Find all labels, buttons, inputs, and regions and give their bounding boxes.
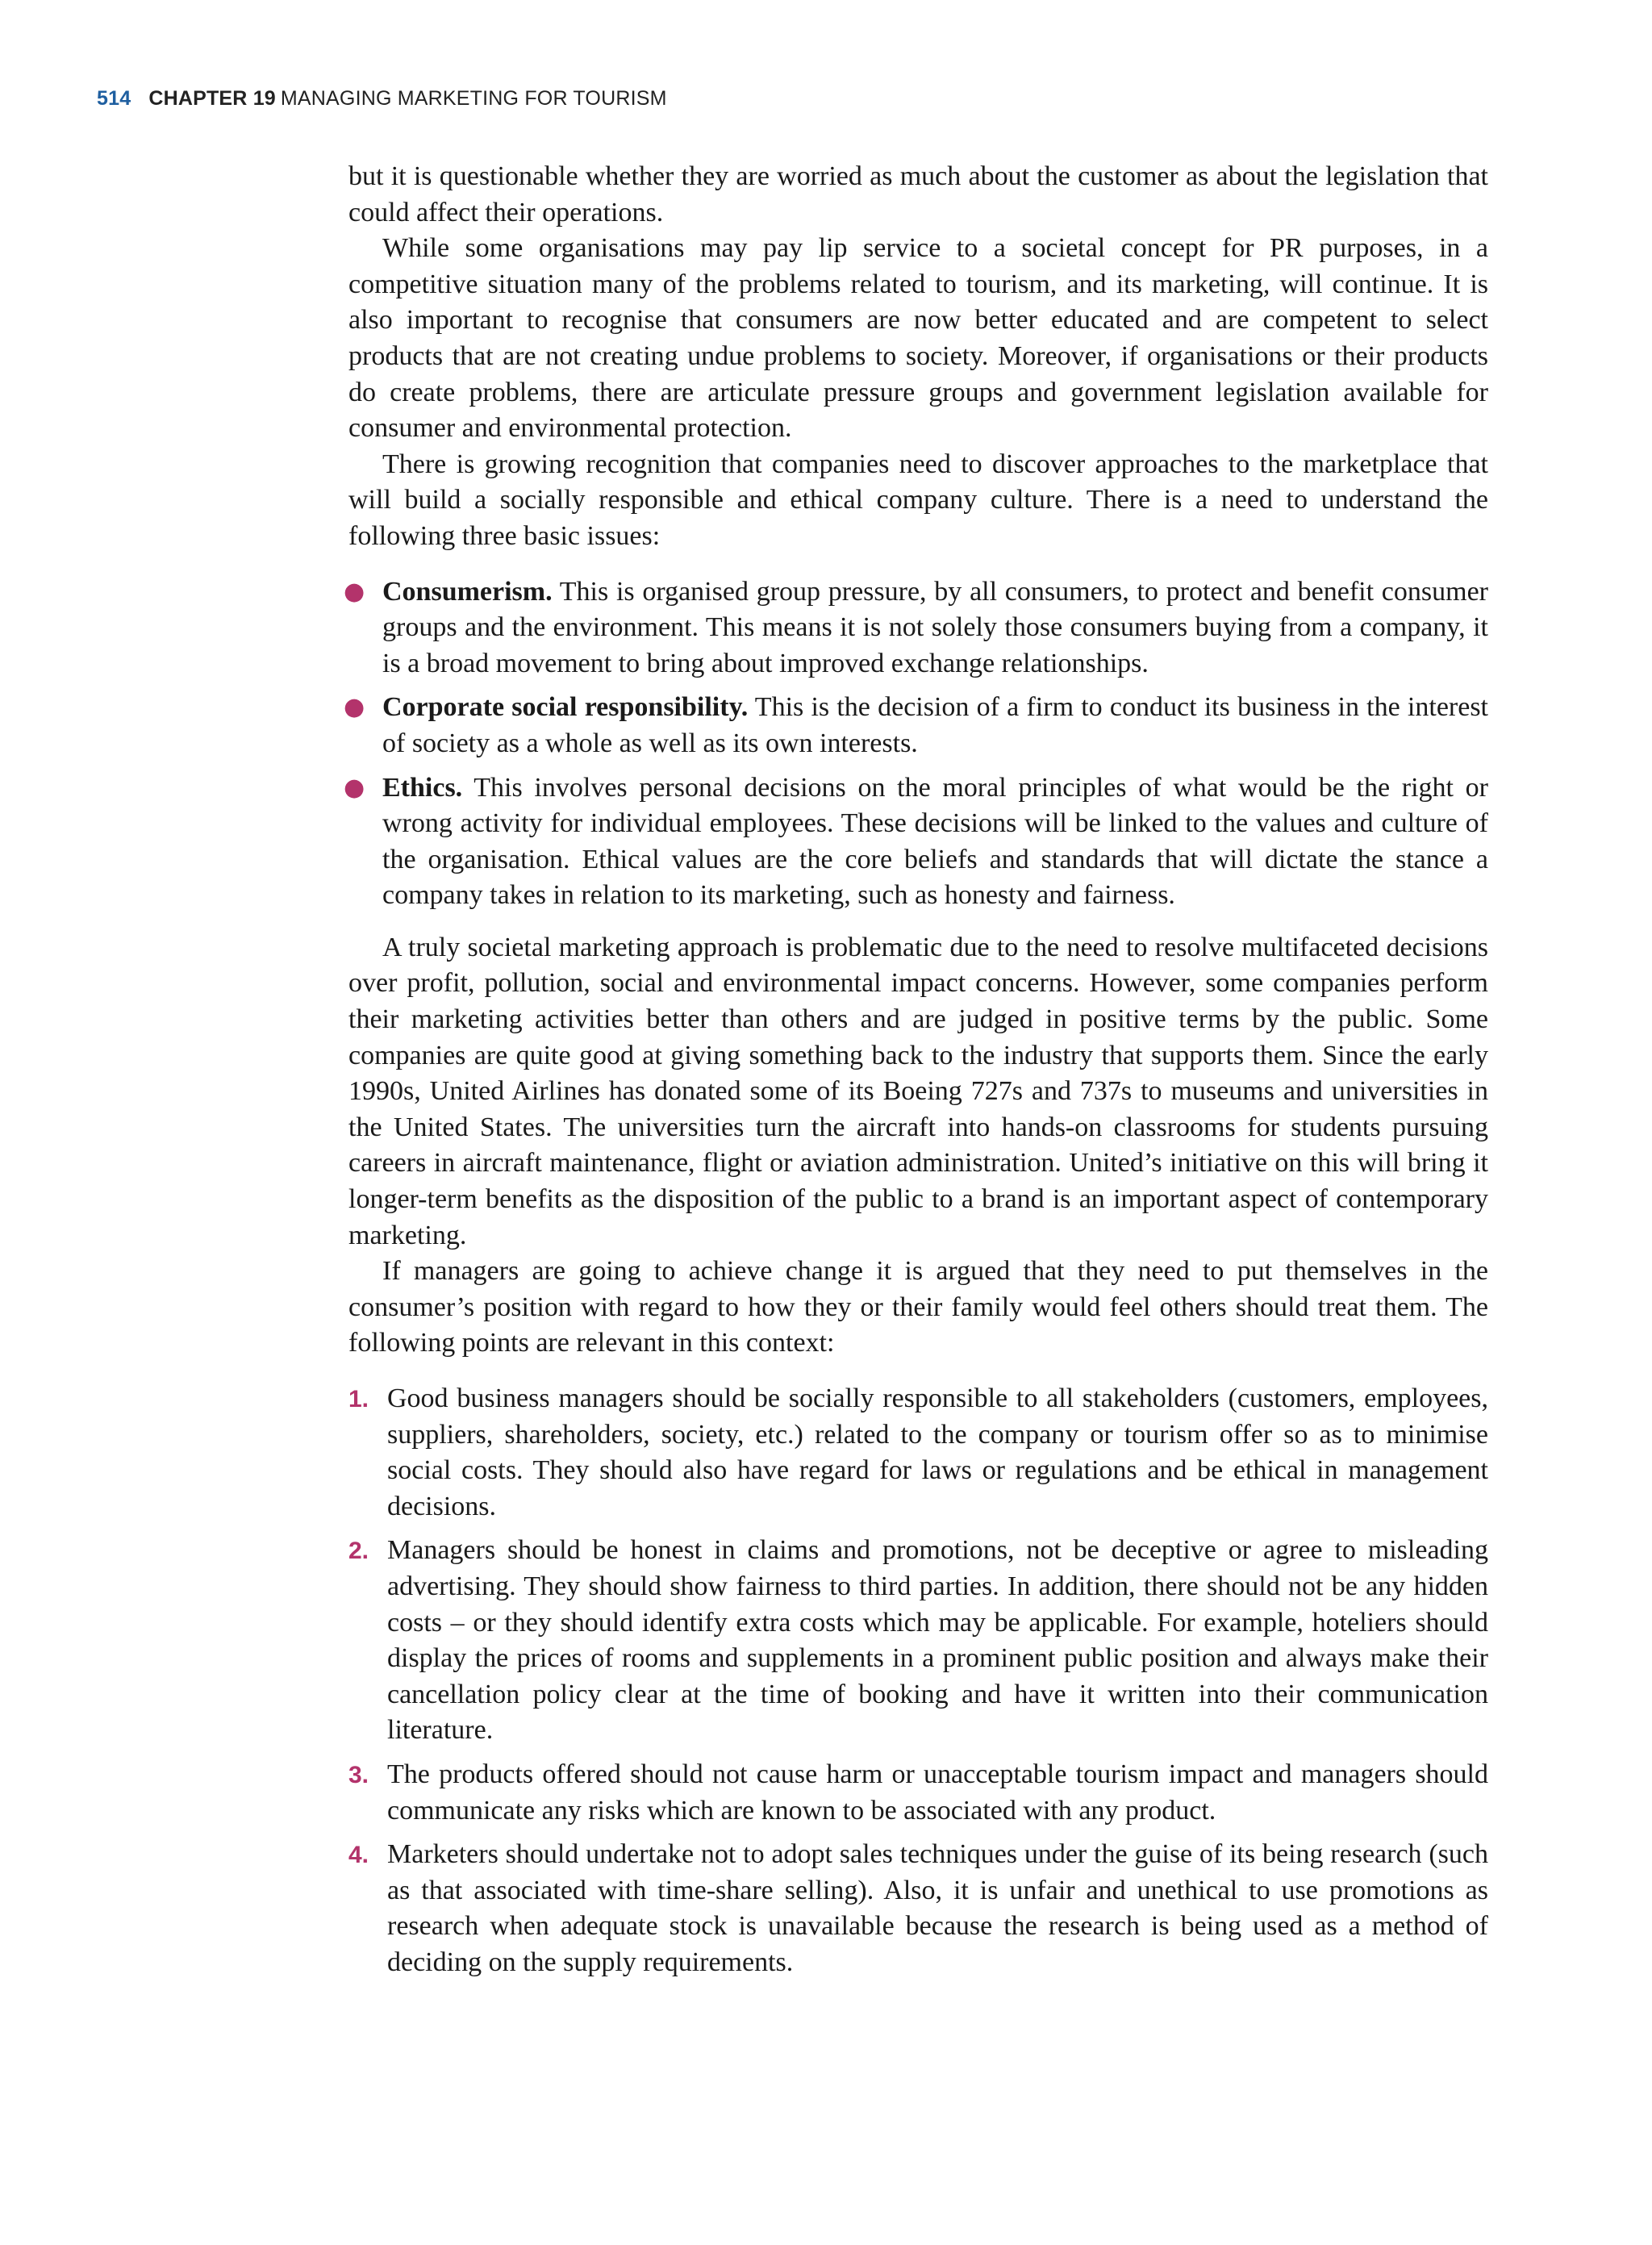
numbered-item (348, 1837, 1488, 1980)
bullet-icon: ● (344, 577, 365, 606)
item-number: 1. (348, 1386, 369, 1413)
numbered-item (348, 1381, 1488, 1525)
bullet-item-ethics (344, 770, 1488, 914)
numbered-item (348, 1533, 1488, 1749)
bullet-icon: ● (344, 693, 365, 722)
paragraph: A truly societal marketing approach is problematic due to the need to resolve multifaceted decisions over profit, pollution, social and environmental impact concerns. However, some companies perform their marketing activities better than others and are judged in positive terms by the public. Some companies are quite good at giving something back to the industry that supports them. Since the early 1990s, United Airlines has donated some of its Boeing 727s and 737s to museums and universities in the United States. The universities turn the aircraft into hands-on classrooms for students pursuing careers in aircraft maintenance, flight or aviation administration. United’s initiative on this will bring it longer-term benefits as the disposition of the public to a brand is an important aspect of contemporary marketing. (348, 932, 1488, 1250)
paragraph: While some organisations may pay lip service to a societal concept for PR purposes, in a competitive situation many of the problems related to tourism, and its marketing, will continue. It is also important to recognise that consumers are now better educated and are competent to select products that are not creating undue problems to society. Moreover, if organisations or their products do create problems, there are articulate pressure groups and government legislation available for consumer and environmental protection. (348, 233, 1488, 444)
bullet-term: Corporate social responsibility. (382, 692, 749, 723)
item-number: 4. (348, 1842, 369, 1869)
item-text: The products offered should not cause harm or unacceptable tourism impact and managers should communicate any risks which are known to be associated with any product. (387, 1759, 1488, 1826)
bullet-term: Consumerism. (382, 576, 553, 607)
item-number: 3. (348, 1761, 369, 1788)
paragraph: but it is questionable whether they are worried as much about the customer as about the legislation that could affect their operations. (348, 161, 1488, 227)
item-text: Good business managers should be socially responsible to all stakeholders (customers, employees, suppliers, shareholders, society, etc.) related to the company or tourism offer so as to minimise social costs. They should also have regard for laws or regulations and be ethical in management decisions. (387, 1383, 1488, 1521)
numbered-item (348, 1757, 1488, 1829)
bullet-term: Ethics. (382, 772, 463, 803)
bullet-item-consumerism (344, 574, 1488, 682)
chapter-title: MANAGING MARKETING FOR TOURISM (280, 87, 667, 110)
points-numbered-list (348, 1381, 1488, 1981)
page-body (344, 159, 1489, 1989)
bullet-item-corporate-social-responsibility (344, 690, 1489, 762)
paragraph: There is growing recognition that companies need to discover approaches to the marketplace that will build a socially responsible and ethical company culture. There is a need to understand the following three basic issues: (348, 449, 1488, 551)
bullet-text: This involves personal decisions on the moral principles of what would be the right or wrong activity for individual employees. These decisions will be linked to the values and culture of the organisation. Ethical values are the core beliefs and standards that will dictate the stance a company takes in relation to its marketing, such as honesty and fairness. (382, 772, 1488, 911)
bullet-text: This is organised group pressure, by all consumers, to protect and benefit consumer groups and the environment. This means it is not solely those consumers buying from a company, it is a broad movement to bring about improved exchange relationships. (382, 576, 1488, 678)
bullet-text: This is the decision of a firm to conduct its business in the interest of society as a whole as well as its own interests. (382, 692, 1489, 758)
paragraph: If managers are going to achieve change it is argued that they need to put themselves in the consumer’s position with regard to how they or their family would feel others should treat them. The following points are relevant in this context: (348, 1256, 1488, 1358)
running-head (97, 87, 667, 111)
chapter-label: CHAPTER 19 (148, 87, 276, 110)
item-text: Managers should be honest in claims and promotions, not be deceptive or agree to misleading advertising. They should show fairness to third parties. In addition, there should not be any hidden costs – or they should identify extra costs which may be applicable. For example, hoteliers should display the prices of rooms and supplements in a prominent public position and always make their cancellation policy clear at the time of booking and have it written into their communication literature. (387, 1535, 1488, 1746)
issues-bullet-list (344, 574, 1489, 914)
page-number: 514 (97, 87, 131, 110)
bullet-icon: ● (344, 773, 365, 802)
item-number: 2. (348, 1538, 369, 1565)
item-text: Marketers should undertake not to adopt sales techniques under the guise of its being research (such as that associated with time-share selling). Also, it is unfair and unethical to use promotions as research when adequate stock is unavailable because the research is being used as a method of deciding on the supply requirements. (387, 1839, 1488, 1977)
